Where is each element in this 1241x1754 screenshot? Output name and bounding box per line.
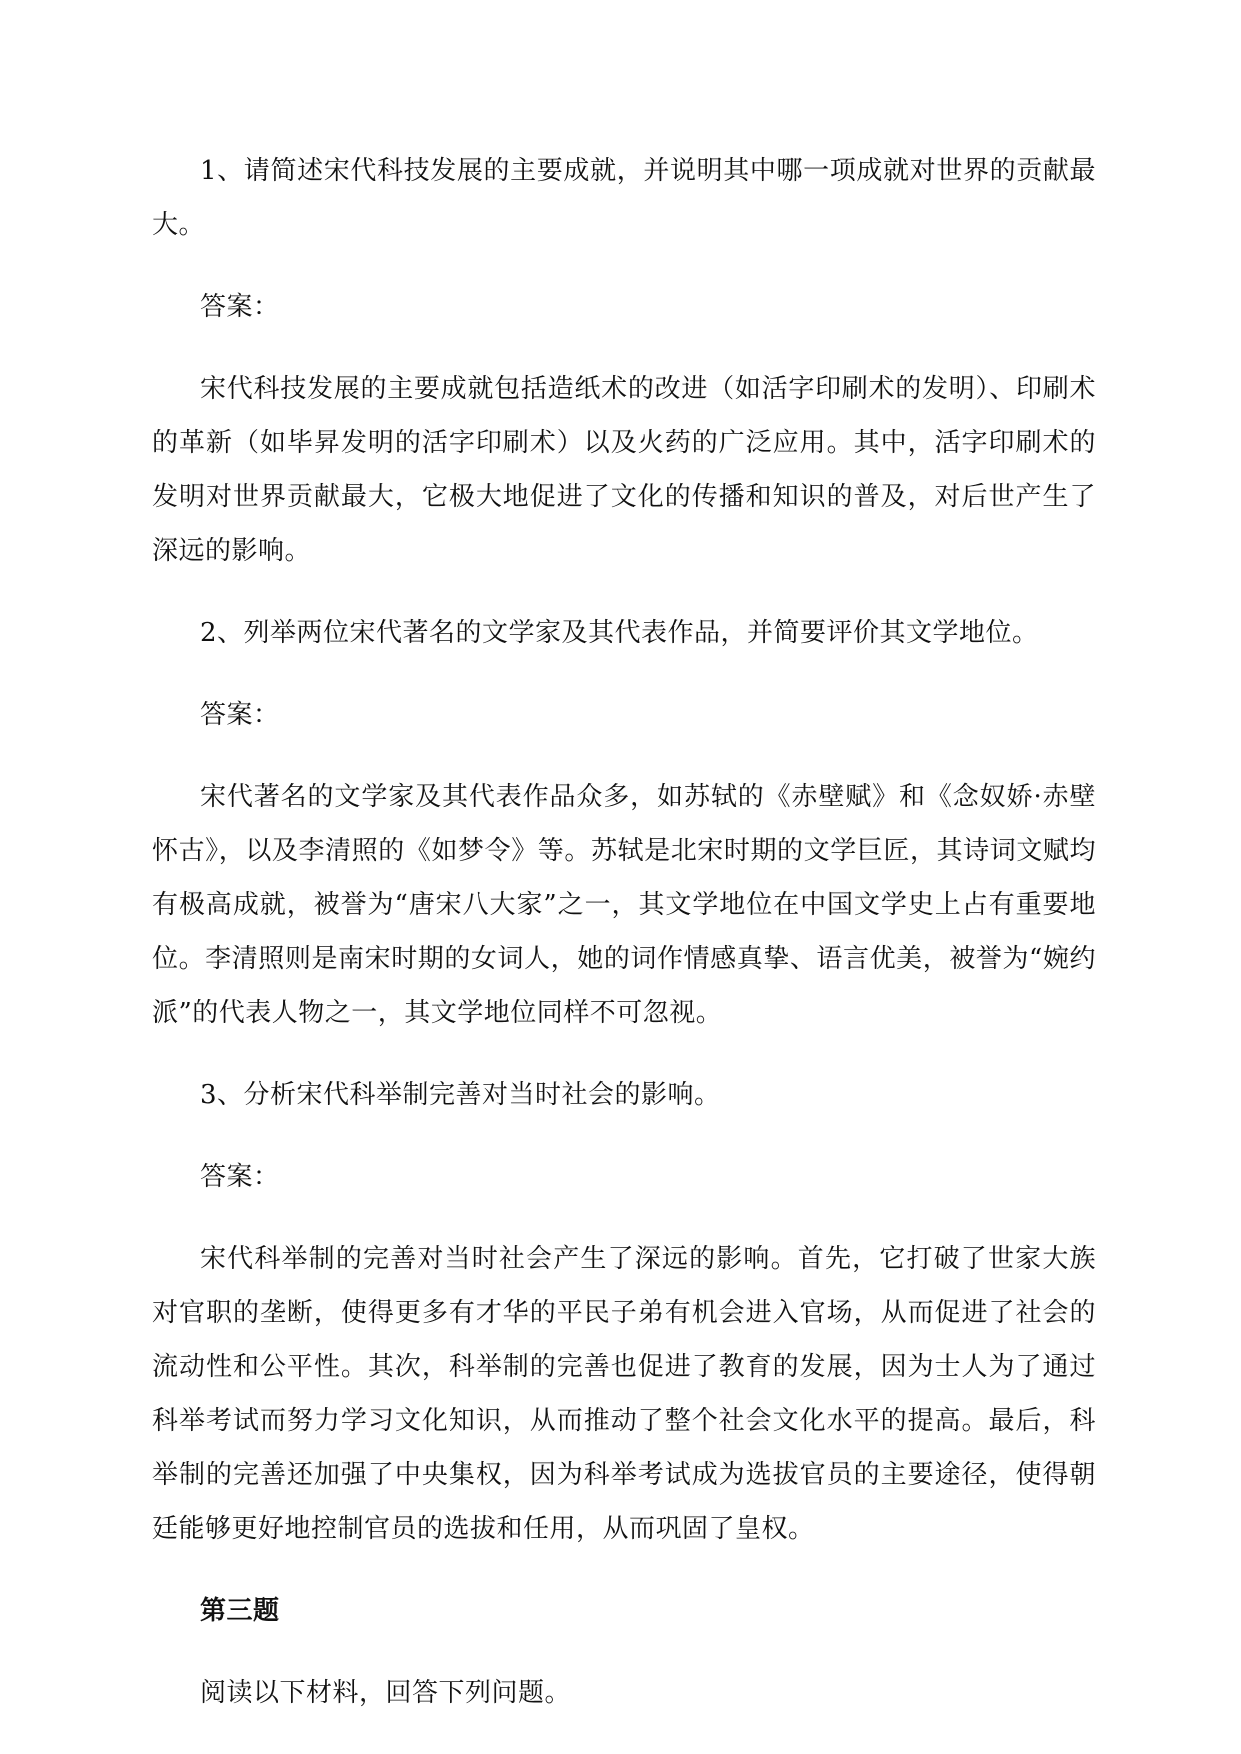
answer-label-2: 答案： xyxy=(200,700,280,730)
question-1: 1、请简述宋代科技发展的主要成就，并说明其中哪一项成就对世界的贡献最大。 xyxy=(152,156,1096,240)
answer-2: 宋代著名的文学家及其代表作品众多，如苏轼的《赤壁赋》和《念奴娇·赤壁怀古》，以及李清照的《如梦令》等。苏轼是北宋时期的文学巨匠，其诗词文赋均有极高成就，被誉为“唐宋八大家”之一，其文学地位在中国文学史上占有重要地位。李清照则是南宋时期的女词人，她的词作情感真挚、语言优美，被誉为“婉约派”的代表人物之一，其文学地位同样不可忽视。 xyxy=(152,782,1096,1028)
answer-1: 宋代科技发展的主要成就包括造纸术的改进（如活字印刷术的发明）、印刷术的革新（如毕昇发明的活字印刷术）以及火药的广泛应用。其中，活字印刷术的发明对世界贡献最大，它极大地促进了文化的传播和知识的普及，对后世产生了深远的影响。 xyxy=(152,374,1096,566)
section-heading: 第三题 xyxy=(200,1596,280,1626)
question-3: 3、分析宋代科举制完善对当时社会的影响。 xyxy=(200,1080,721,1110)
section-instruction: 阅读以下材料，回答下列问题。 xyxy=(200,1678,572,1708)
question-2: 2、列举两位宋代著名的文学家及其代表作品，并简要评价其文学地位。 xyxy=(200,618,1039,648)
document-body xyxy=(152,144,1096,1748)
answer-label-3: 答案： xyxy=(200,1162,280,1192)
answer-label-1: 答案： xyxy=(200,292,280,322)
answer-3: 宋代科举制的完善对当时社会产生了深远的影响。首先，它打破了世家大族对官职的垄断，使得更多有才华的平民子弟有机会进入官场，从而促进了社会的流动性和公平性。其次，科举制的完善也促进了教育的发展，因为士人为了通过科举考试而努力学习文化知识，从而推动了整个社会文化水平的提高。最后，科举制的完善还加强了中央集权，因为科举考试成为选拔官员的主要途径，使得朝廷能够更好地控制官员的选拔和任用，从而巩固了皇权。 xyxy=(152,1244,1096,1544)
